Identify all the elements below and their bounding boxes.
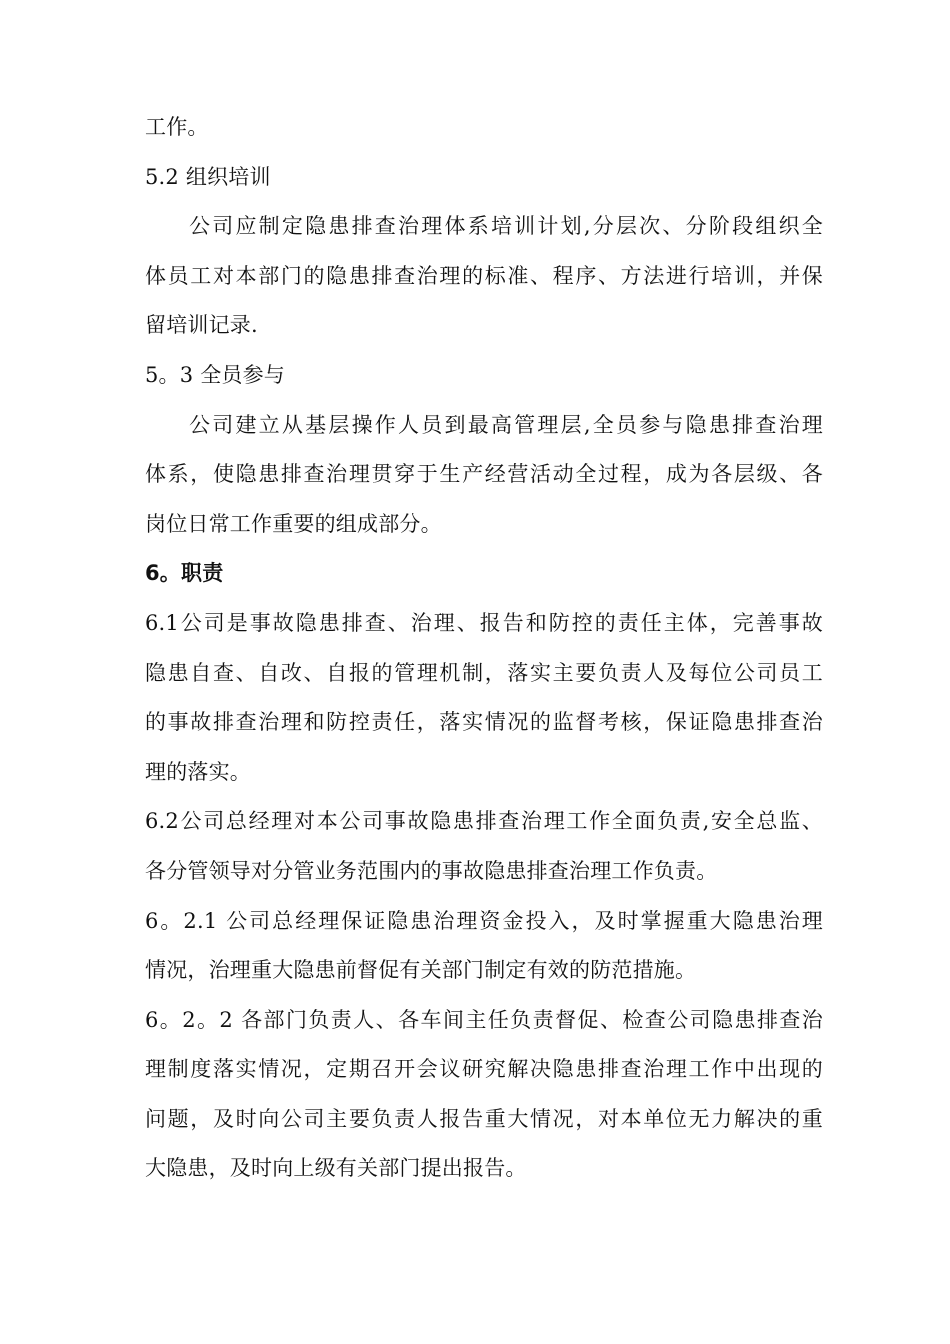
text-line: 体系，使隐患排查治理贯穿于生产经营活动全过程，成为各层级、各 [145, 462, 823, 487]
document-page [145, 103, 823, 1194]
text-line: 大隐患，及时向上级有关部门提出报告。 [145, 1156, 527, 1181]
section-heading-6: 6。职责 [145, 561, 224, 586]
section-heading-5-3: 5。3 全员参与 [145, 362, 285, 387]
text-line: 岗位日常工作重要的组成部分。 [145, 511, 442, 536]
text-line: 公司建立从基层操作人员到最高管理层,全员参与隐患排查治理 [189, 412, 823, 437]
text-line: 6.1公司是事故隐患排查、治理、报告和防控的责任主体，完善事故 [145, 610, 823, 635]
text-line: 6。2。2 各部门负责人、各车间主任负责督促、检查公司隐患排查治 [145, 1007, 823, 1032]
text-line: 留培训记录. [145, 313, 258, 338]
text-line: 隐患自查、自改、自报的管理机制，落实主要负责人及每位公司员工 [145, 660, 823, 685]
text-line: 6。2.1 公司总经理保证隐患治理资金投入，及时掌握重大隐患治理 [145, 908, 823, 933]
text-line: 各分管领导对分管业务范围内的事故隐患排查治理工作负责。 [145, 858, 718, 883]
text-line: 公司应制定隐患排查治理体系培训计划,分层次、分阶段组织全 [189, 214, 823, 239]
text-line: 问题，及时向公司主要负责人报告重大情况，对本单位无力解决的重 [145, 1106, 823, 1131]
text-line: 理制度落实情况，定期召开会议研究解决隐患排查治理工作中出现的 [145, 1057, 823, 1082]
section-heading-5-2: 5.2 组织培训 [145, 164, 271, 189]
text-line: 工作。 [145, 115, 209, 139]
text-line: 6.2公司总经理对本公司事故隐患排查治理工作全面负责,安全总监、 [145, 809, 823, 834]
text-line: 理的落实。 [145, 759, 251, 784]
text-line: 情况，治理重大隐患前督促有关部门制定有效的防范措施。 [145, 958, 697, 983]
text-line: 体员工对本部门的隐患排查治理的标准、程序、方法进行培训，并保 [145, 263, 823, 288]
text-line: 的事故排查治理和防控责任，落实情况的监督考核，保证隐患排查治 [145, 710, 823, 735]
